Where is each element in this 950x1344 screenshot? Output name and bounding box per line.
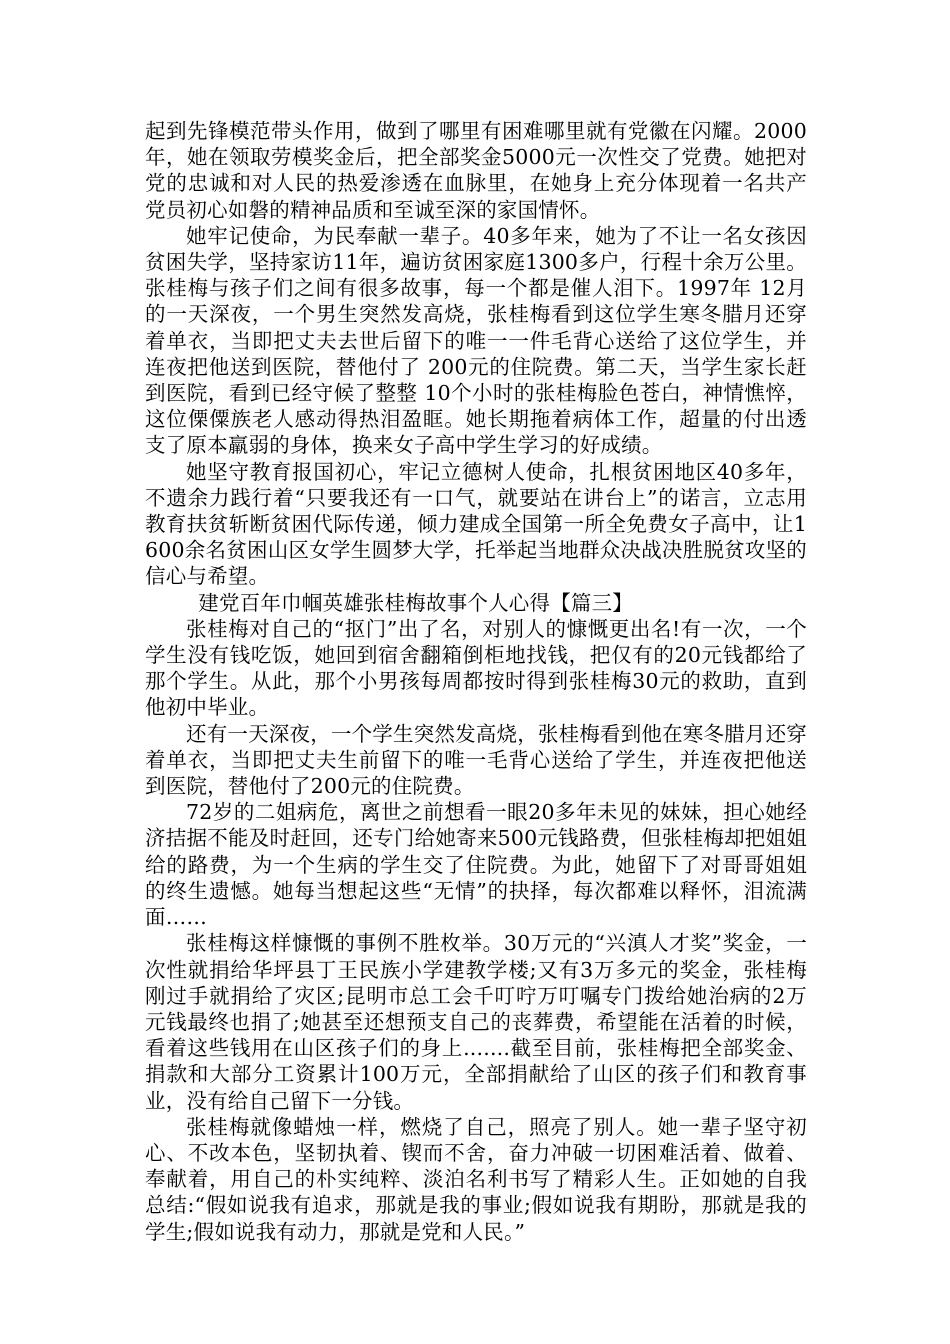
paragraph-generosity: 张桂梅这样慷慨的事例不胜枚举。30万元的“兴滇人才奖”奖金，一次性就捐给华坪县丁王民族小学建教学楼;又有3万多元的奖金，张桂梅刚过手就捐给了灾区;昆明市总工会千叮咛万叮嘱专门拨给她治病的2万元钱最终也捐了;她甚至还想预支自己的丧葬费，希望能在活着的时候，看着这些钱用在山区孩子们的身上.......截至目前，张桂梅把全部奖金、捐款和大部分工资累计100万元，全部捐献给了山区的孩子们和教育事业，没有给自己留下一分钱。	[145, 931, 807, 1113]
paragraph-education: 她坚守教育报国初心，牢记立德树人使命，扎根贫困地区40多年，不遗余力践行着“只要我还有一口气，就要站在讲台上”的诺言，立志用教育扶贫斩断贫困代际传递，倾力建成全国第一所全免费女子高中，让1600余名贫困山区女学生圆梦大学，托举起当地群众决战决胜脱贫攻坚的信心与希望。	[145, 459, 807, 589]
paragraph-night: 还有一天深夜，一个学生突然发高烧，张桂梅看到他在寒冬腊月还穿着单衣，当即把丈夫生前留下的唯一毛背心送给了学生，并连夜把他送到医院，替他付了200元的住院费。	[145, 721, 807, 799]
paragraph-sister: 72岁的二姐病危，离世之前想看一眼20多年未见的妹妹，担心她经济拮据不能及时赶回，还专门给她寄来500元钱路费，但张桂梅却把姐姐给的路费，为一个生病的学生交了住院费。为此，她留下了对哥哥姐姐的终生遗憾。她每当想起这些“无情”的抉择，每次都难以释怀，泪流满面……	[145, 800, 807, 930]
document-body	[145, 118, 807, 1245]
paragraph-mission: 她牢记使命，为民奉献一辈子。40多年来，她为了不让一名女孩因贫困失学，坚持家访11年，遍访贫困家庭1300多户，行程十余万公里。张桂梅与孩子们之间有很多故事，每一个都是催人泪下。1997年 12月的一天深夜，一个男生突然发高烧，张桂梅看到这位学生寒冬腊月还穿着单衣，当即把丈夫去世后留下的唯一一件毛背心送给了这位学生，并连夜把他送到医院，替他付了 200元的住院费。第二天，当学生家长赶到医院，看到已经守候了整整 10个小时的张桂梅脸色苍白，神情憔悴，这位傈僳族老人感动得热泪盈眶。她长期拖着病体工作，超量的付出透支了原本羸弱的身体，换来女子高中学生学习的好成绩。	[145, 223, 807, 458]
paragraph-continuation: 起到先锋模范带头作用，做到了哪里有困难哪里就有党徽在闪耀。2000年，她在领取劳模奖金后，把全部奖金5000元一次性交了党费。她把对党的忠诚和对人民的热爱渗透在血脉里，在她身上充分体现着一名共产党员初心如磐的精神品质和至诚至深的家国情怀。	[145, 119, 807, 222]
paragraph-frugal: 张桂梅对自己的“抠门”出了名，对别人的慷慨更出名!有一次，一个学生没有钱吃饭，她回到宿舍翻箱倒柜地找钱，把仅有的20元钱都给了那个学生。从此，那个小男孩每周都按时得到张桂梅30元的救助，直到他初中毕业。	[145, 616, 807, 720]
section-heading: 建党百年巾帼英雄张桂梅故事个人心得【篇三】	[198, 590, 633, 615]
paragraph-conclusion: 张桂梅就像蜡烛一样，燃烧了自己，照亮了别人。她一辈子坚守初心、不改本色，坚韧执着、锲而不舍，奋力冲破一切困难活着、做着、奉献着，用自己的朴实纯粹、淡泊名利书写了精彩人生。正如她的自我总结:“假如说我有追求，那就是我的事业;假如说我有期盼，那就是我的学生;假如说我有动力，那就是党和人民。”	[145, 1114, 807, 1244]
